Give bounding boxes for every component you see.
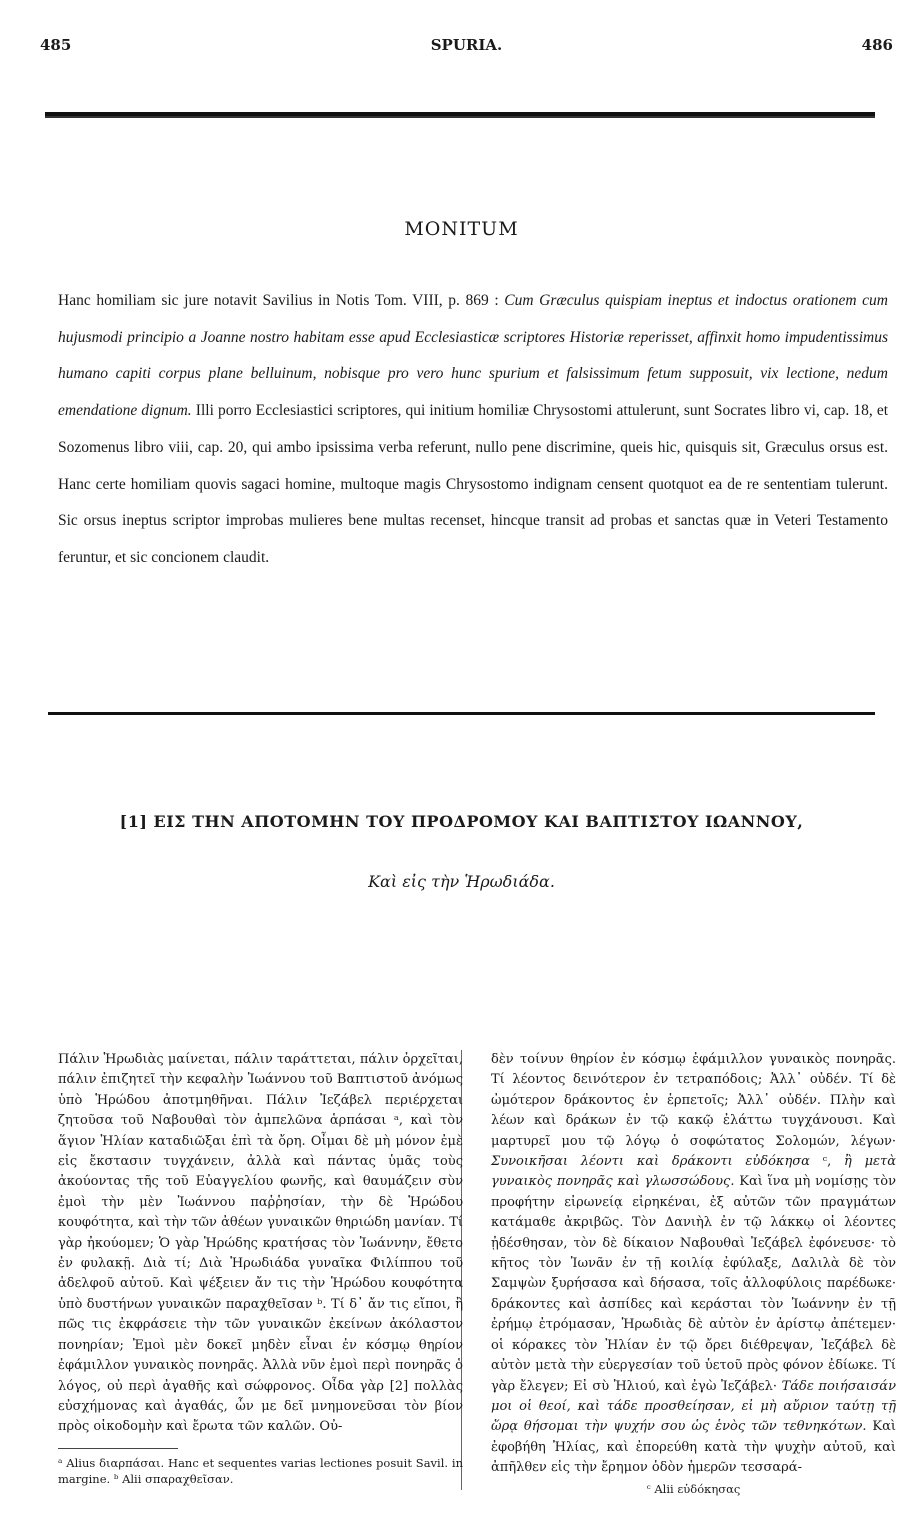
page-number-left: 485: [40, 36, 72, 54]
left-column: [58, 1050, 463, 1510]
header-rule: [45, 112, 875, 118]
monitum-paragraph: [58, 283, 888, 577]
right-column-segment: Τάδε ποιήσαισάν μοι οἱ θεοί, καὶ τάδε προσθείησαν, εἰ μὴ αὔριον ταύτῃ τῇ ὥρᾳ θήσομαι τὴν ψυχήν σου ὡς ἑνὸς τῶν τεθνηκότων.: [491, 1378, 896, 1435]
right-column-segment: Καὶ ἵνα μὴ νομίσῃς τὸν προφήτην εἰρωνείᾳ εἰρηκέναι, ἐξ αὐτῶν τῶν πραγμάτων κατάμαθε ἀκριβῶς. Τὸν Δανιὴλ ἐν τῷ λάκκῳ οἱ λέοντες ᾐδέσθησαν, τὸν δὲ δίκαιον Ναβουθαὶ Ἰεζάβελ ἐφόνευσε· τὸ κῆτος τὸν Ἰωνᾶν ἐν τῇ κοιλίᾳ ἐφύλαξε, Δαλιλὰ δὲ τὸν Σαμψὼν ξυρήσασα καὶ δήσασα, τοῖς ἀλλοφύλοις παρέδωκε· δράκοντες καὶ ἀσπίδες καὶ κεράσται τὸν Ἰωάννην ἐν τῇ ἐρήμῳ ἐτρόμασαν, Ἡρωδιὰς δὲ αὐτὸν ἐν ἀρίστῳ ἀπέτεμεν· οἱ κόρακες τὸν Ἠλίαν ἐν τῷ ὄρει διέθρεψαν, Ἰεζάβελ δὲ αὐτὸν μετὰ τὴν εὐεργεσίαν τοῦ ὑετοῦ πρὸς φόνον ἐδίωκε. Τί γὰρ ἔλεγεν; Εἰ σὺ Ἠλιού, καὶ ἐγὼ Ἰεζάβελ·: [491, 1174, 897, 1394]
footnote-left: ᵃ Alius διαρπάσαι. Hanc et sequentes varias lectiones posuit Savil. in margine. ᵇ Alii σπαραχθεῖσαν.: [58, 1455, 463, 1486]
right-column-segment: δὲν τοίνυν θηρίον ἐν κόσμῳ ἐφάμιλλον γυναικὸς πονηρᾶς. Τί λέοντος δεινότερον ἐν τετραπόδοις; Ἀλλ᾽ οὐδέν. Τί δὲ ὠμότερον δράκοντος ἐν ἑρπετοῖς; Ἀλλ᾽ οὐδέν. Πλὴν καὶ λέων καὶ δράκων ἐν τῷ κακῷ ἐλάττω τυγχάνουσι. Καὶ μαρτυρεῖ μου τῷ λόγῳ ὁ σοφώτατος Σολομών, λέγων·: [491, 1052, 896, 1149]
right-column-segment: Συνοικῆσαι λέοντι καὶ δράκοντι εὐδόκησα: [491, 1154, 810, 1170]
page-header: [40, 30, 893, 60]
page-number-right: 486: [861, 36, 893, 54]
footnote-right: ᶜ Alii εὐδόκησας: [646, 1481, 741, 1496]
text-columns: [58, 1050, 896, 1510]
monitum-segment: Cum Græculus quispiam ineptus et indoctus orationem cum hujusmodi principio a Joanne nostro habitam esse apud Ecclesiasticæ scriptores Historiæ reperisset, affinxit homo impudentissimus humano capiti corpus plane belluinum, nobisque pro vero hunc spurium et falsissimum fetum supposuit, vix lectione, nedum emendatione dignum.: [58, 292, 888, 420]
left-column-text: [58, 1050, 463, 1438]
right-column-text: [491, 1050, 896, 1479]
monitum-title: MONITUM: [404, 218, 519, 240]
right-column-segment: ἢ μετὰ γυναικὸς πονηρᾶς καὶ γλωσσώδους.: [491, 1154, 896, 1190]
left-column-segment: Πάλιν Ἡρωδιὰς μαίνεται, πάλιν ταράττεται, πάλιν ὀρχεῖται, πάλιν ἐπιζητεῖ τὴν κεφαλὴν Ἰωάννου τοῦ Βαπτιστοῦ ἀνόμως ὑπὸ Ἡρώδου ἀποτμηθῆναι. Πάλιν Ἰεζάβελ περιέρχεται ζητοῦσα τοῦ Ναβουθαὶ τὸν ἀμπελῶνα ἁρπάσαι ᵃ, καὶ τὸν ἅγιον Ἠλίαν καταδιῶξαι ἐπὶ τὰ ὄρη. Οἶμαι δὲ μὴ μόνον ἐμὲ εἰς ἔκστασιν τυγχάνειν, ἀλλὰ καὶ πάντας ὑμᾶς τοὺς ἀκούοντας τῆς τοῦ Εὐαγγελίου φωνῆς, καὶ θαυμάζειν σὺν ἐμοὶ τὴν μὲν Ἰωάννου παῤῥησίαν, τὴν δὲ Ἡρώδου κουφότητα, καὶ τὴν τῶν ἀθέων γυναικῶν θηριώδη μανίαν. Τί γὰρ ἠκούομεν; Ὁ γὰρ Ἡρώδης κρατήσας τὸν Ἰωάννην, ἔθετο ἐν φυλακῇ. Διὰ τί; Διὰ Ἡρωδιάδα γυναῖκα Φιλίππου τοῦ ἀδελφοῦ αὐτοῦ. Καὶ ψέξειεν ἄν τις τὴν Ἡρώδου κουφότητα ὑπὸ δυστήνων γυναικῶν παραχθεῖσαν ᵇ. Τί δ᾽ ἄν τις εἴποι, ἢ πῶς τις ἐκφράσειε τὴν τῶν γυναικῶν ἐκείνων ἀκόλαστον πονηρίαν; Ἐμοὶ μὲν δοκεῖ μηδὲν εἶναι ἐν κόσμῳ θηρίον ἐφάμιλλον γυναικὸς πονηρᾶς. Ἀλλὰ νῦν ἐμοὶ περὶ πονηρᾶς ὁ λόγος, οὐ περὶ ἀγαθῆς καὶ σώφρονος. Οἶδα γὰρ [2] πολλὰς εὐσχήμονας καὶ ἀγαθάς, ὧν με δεῖ μνημονεῦσαι τὸν βίον πρὸς οἰκοδομὴν καὶ ἔρωτα τῶν καλῶν. Οὐ-: [58, 1052, 463, 1435]
section-rule: [48, 712, 875, 715]
monitum-segment: Hanc homiliam sic jure notavit Savilius in Notis Tom. VIII, p. 869 :: [58, 292, 505, 309]
right-column-segment: Καὶ ἐφοβήθη Ἠλίας, καὶ ἐπορεύθη κατὰ τὴν ψυχὴν αὐτοῦ, καὶ ἀπῆλθεν εἰς τὴν ἔρημον ὁδὸν ἡμερῶν τεσσαρά-: [491, 1419, 896, 1476]
right-column: [491, 1050, 896, 1510]
footnote-rule-left: [58, 1448, 178, 1449]
monitum-segment: Illi porro Ecclesiastici scriptores, qui initium homiliæ Chrysostomi attulerunt, sunt Socrates libro vi, cap. 18, et Sozomenus libro viii, cap. 20, qui ambo ipsissima verba referunt, nullo pene discrimine, queis hic, quisquis sit, Græculus orsus est. Hanc certe homiliam quovis sagaci homine, multoque magis Chrysostomo indignam censent quotquot ea de re sententiam tulerunt. Sic orsus ineptus scriptor improbas mulieres bene multas recenset, hincque transit ad probas et sanctas quæ in Veteri Testamento feruntur, et sic concionem claudit.: [58, 402, 889, 566]
homily-title: [1] ΕΙΣ ΤΗΝ ΑΠΟΤΟΜΗΝ ΤΟΥ ΠΡΟΔΡΟΜΟΥ ΚΑΙ ΒΑΠΤΙΣΤΟΥ ΙΩΑΝΝΟΥ,: [119, 812, 804, 831]
right-column-segment: ᶜ,: [809, 1154, 845, 1170]
running-title: SPURIA.: [430, 36, 503, 54]
homily-subtitle: Καὶ εἰς τὴν Ἡρωδιάδα.: [368, 872, 555, 891]
